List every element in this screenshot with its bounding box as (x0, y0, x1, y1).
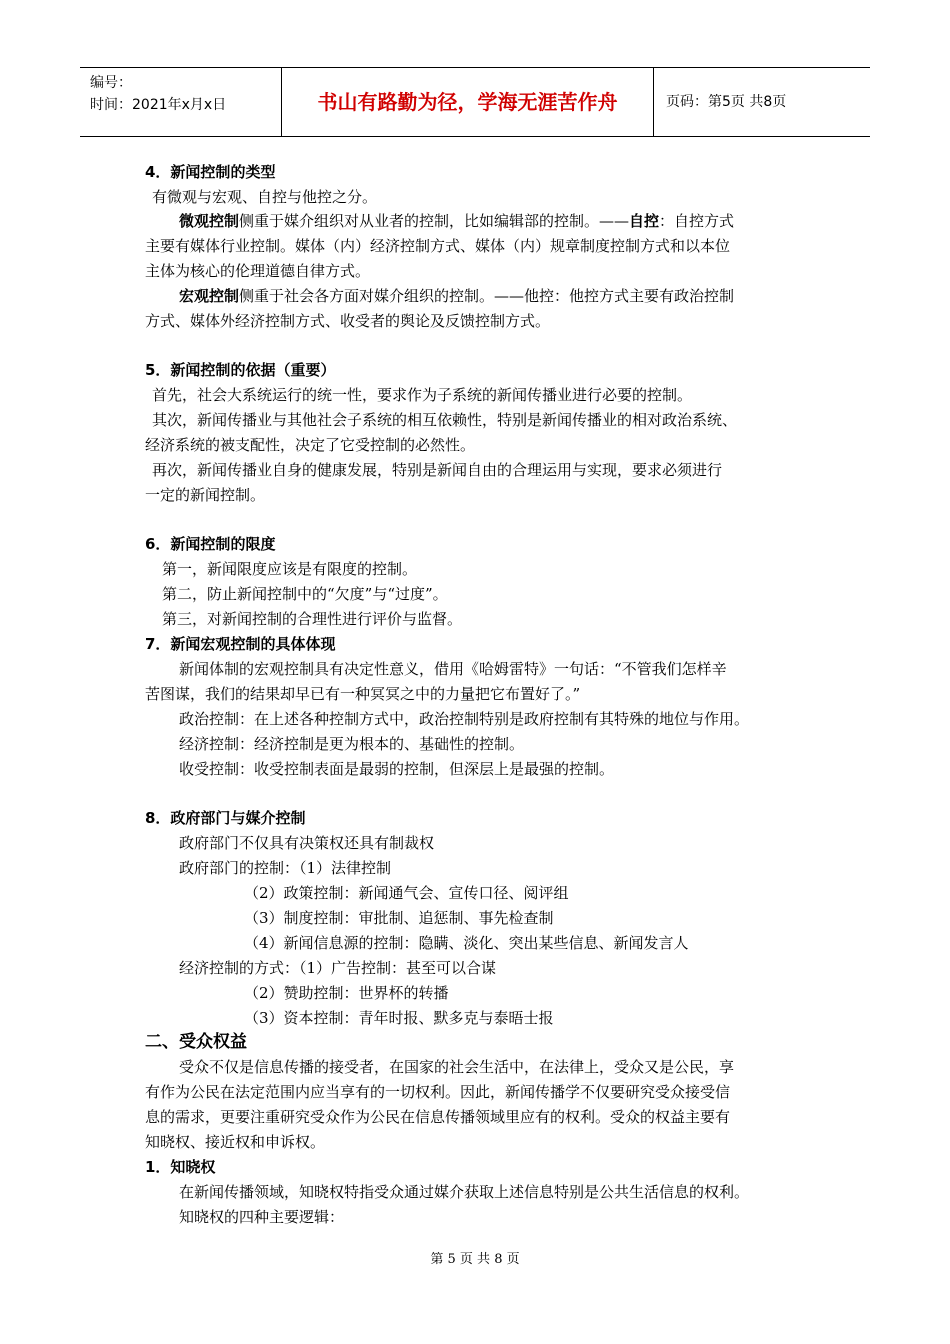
paragraph-line: 在新闻传播领域，知晓权特指受众通过媒介获取上述信息特别是公共生活信息的权利。 (179, 1183, 750, 1201)
paragraph-line: 经济控制的方式：（1）广告控制：甚至可以合谋 (179, 959, 497, 977)
paragraph-line: 息的需求，更要注重研究受众作为公民在信息传播领域里应有的权利。受众的权益主要有 (145, 1108, 731, 1126)
paragraph-line: 一定的新闻控制。 (145, 486, 266, 504)
section-heading-5: 5．新闻控制的依据（重要） (145, 361, 336, 379)
text-span: 侧重于社会各方面对媒介组织的控制。——他控：他控方式主要有政治控制 (239, 287, 735, 305)
paragraph-line (179, 286, 734, 306)
text-span: 侧重于媒介组织对从业者的控制，比如编辑部的控制。—— (239, 212, 630, 230)
section-heading-1: 1．知晓权 (145, 1158, 216, 1176)
paragraph-line: （3）制度控制：审批制、追惩制、事先检查制 (244, 909, 554, 927)
header-motto: 书山有路勤为径，学海无涯苦作舟 (282, 68, 654, 136)
paragraph-line: 知晓权的四种主要逻辑： (179, 1208, 345, 1226)
paragraph-line: 知晓权、接近权和申诉权。 (145, 1133, 326, 1151)
paragraph-line: 方式、媒体外经济控制方式、收受者的舆论及反馈控制方式。 (145, 312, 551, 330)
section-heading-6: 6．新闻控制的限度 (145, 535, 276, 553)
time-label: 时间：2021年x月x日 (90, 97, 227, 113)
paragraph-line: 有作为公民在法定范围内应当享有的一切权利。因此，新闻传播学不仅要研究受众接受信 (145, 1083, 731, 1101)
text-span: ：自控方式 (659, 212, 735, 230)
paragraph-line: （4）新闻信息源的控制：隐瞒、淡化、突出某些信息、新闻发言人 (244, 934, 689, 952)
header-page-info: 页码：第5页 共8页 (666, 94, 787, 110)
paragraph-line: 首先，社会大系统运行的统一性，要求作为子系统的新闻传播业进行必要的控制。 (152, 386, 693, 404)
paragraph-line: 收受控制：收受控制表面是最弱的控制，但深层上是最强的控制。 (179, 760, 615, 778)
bold-term: 宏观控制 (179, 287, 240, 305)
paragraph-line: （3）资本控制：青年时报、默多克与泰晤士报 (244, 1009, 554, 1027)
section-heading-4: 4．新闻控制的类型 (145, 163, 276, 181)
paragraph-line: 第二，防止新闻控制中的“欠度”与“过度”。 (162, 585, 448, 603)
section-heading-8: 8．政府部门与媒介控制 (145, 809, 306, 827)
paragraph-line: 有微观与宏观、自控与他控之分。 (152, 188, 378, 206)
paragraph-line: 苦图谋，我们的结果却早已有一种冥冥之中的力量把它布置好了。” (145, 685, 581, 703)
paragraph-line (179, 211, 734, 231)
bold-term: 微观控制 (179, 212, 240, 230)
paragraph-line: 主要有媒体行业控制。媒体（内）经济控制方式、媒体（内）规章制度控制方式和以本位 (145, 237, 731, 255)
paragraph-line: 政治控制：在上述各种控制方式中，政治控制特别是政府控制有其特殊的地位与作用。 (179, 710, 750, 728)
paragraph-line: 新闻体制的宏观控制具有决定性意义，借用《哈姆雷特》一句话：“不管我们怎样辛 (179, 660, 727, 678)
page-footer: 第 5 页 共 8 页 (430, 1252, 520, 1267)
paragraph-line: 政府部门不仅具有决策权还具有制裁权 (179, 834, 435, 852)
section-heading-7: 7．新闻宏观控制的具体体现 (145, 635, 336, 653)
paragraph-line: 第三，对新闻控制的合理性进行评价与监督。 (162, 610, 463, 628)
paragraph-line: 主体为核心的伦理道德自律方式。 (145, 262, 371, 280)
paragraph-line: （2）赞助控制：世界杯的转播 (244, 984, 449, 1002)
paragraph-line: 经济控制：经济控制是更为根本的、基础性的控制。 (179, 735, 525, 753)
paragraph-line: 经济系统的被支配性，决定了它受控制的必然性。 (145, 436, 476, 454)
paragraph-line: 再次，新闻传播业自身的健康发展，特别是新闻自由的合理运用与实现，要求必须进行 (152, 461, 723, 479)
paragraph-line: 其次，新闻传播业与其他社会子系统的相互依赖性，特别是新闻传播业的相对政治系统、 (152, 411, 738, 429)
page-header (80, 67, 870, 137)
paragraph-line: 第一，新闻限度应该是有限度的控制。 (162, 560, 418, 578)
header-meta (80, 68, 282, 136)
paragraph-line: （2）政策控制：新闻通气会、宣传口径、阅评组 (244, 884, 569, 902)
paragraph-line: 受众不仅是信息传播的接受者，在国家的社会生活中，在法律上，受众又是公民，享 (179, 1058, 735, 1076)
paragraph-line: 政府部门的控制：（1）法律控制 (179, 859, 392, 877)
part-heading-2: 二、受众权益 (145, 1032, 247, 1052)
bold-term: 自控 (629, 212, 660, 230)
number-label: 编号： (90, 75, 132, 91)
